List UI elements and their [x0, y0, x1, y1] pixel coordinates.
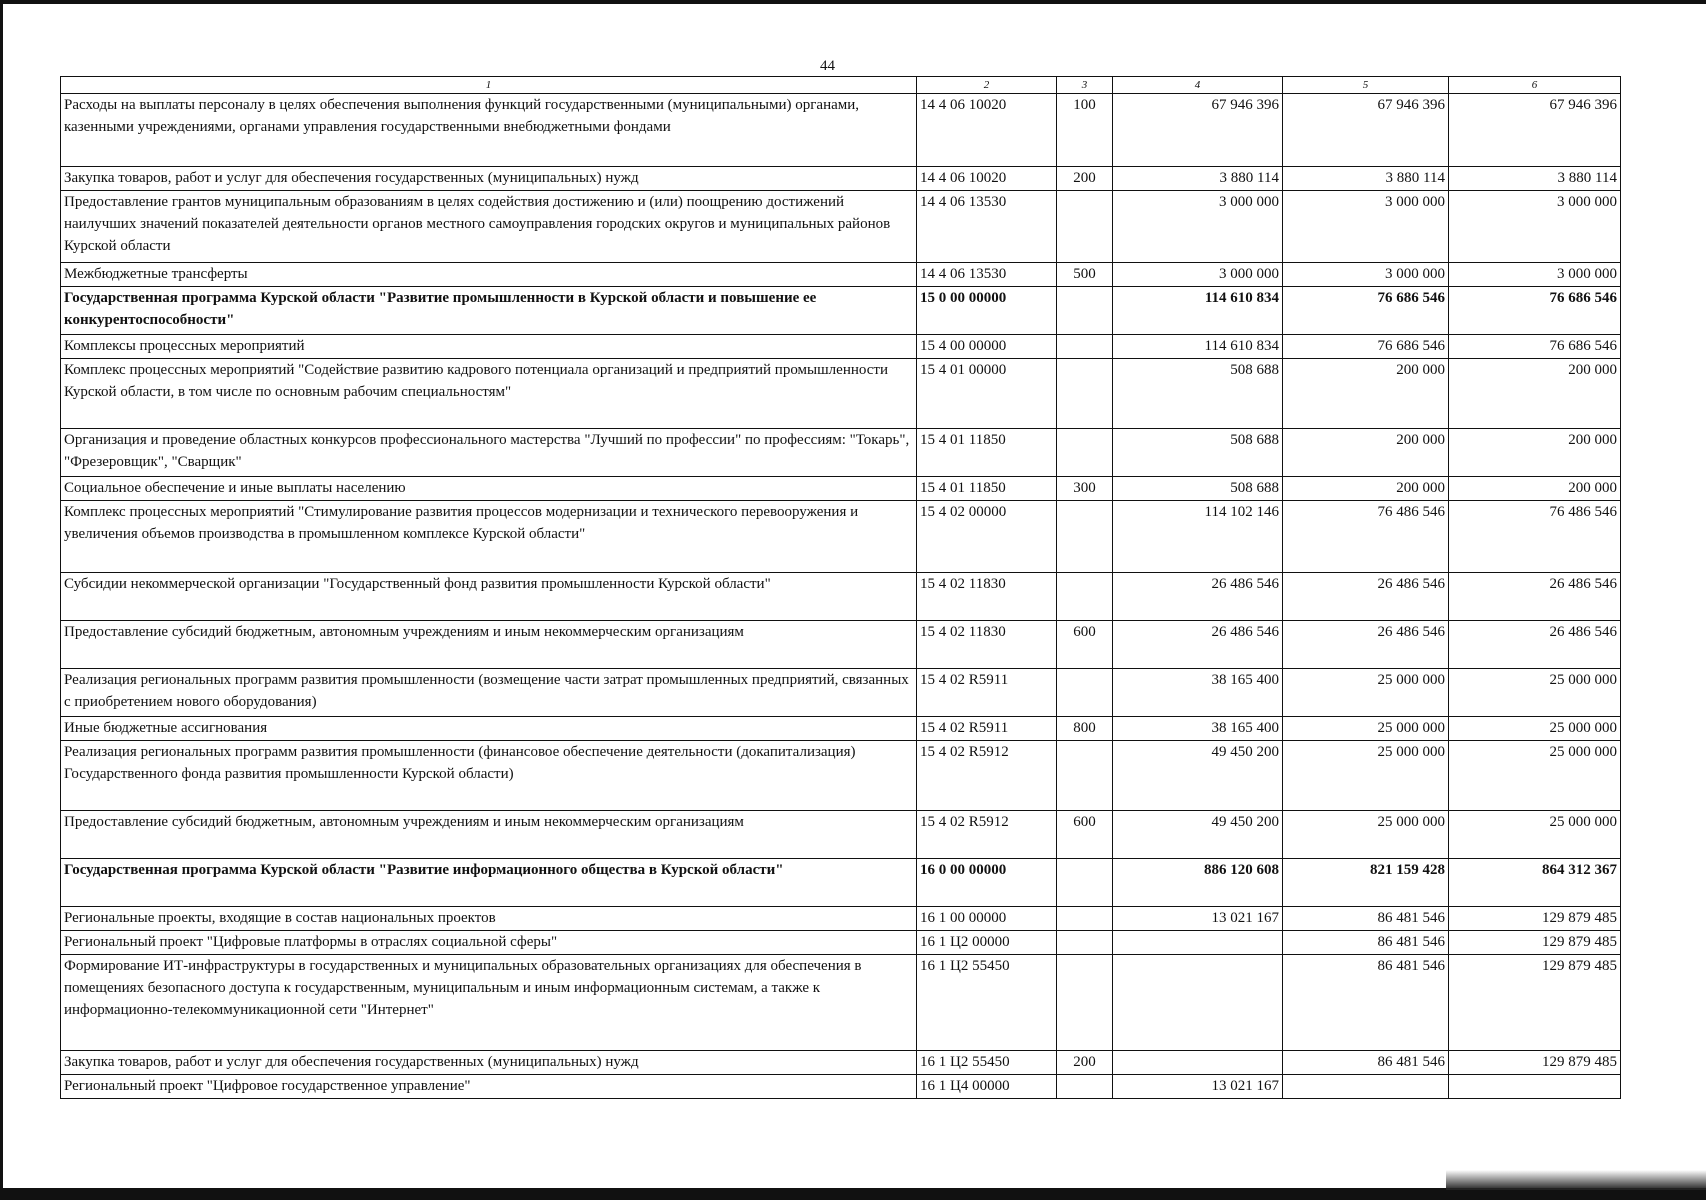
row-value-6: 25 000 000 [1449, 741, 1621, 811]
table-row [61, 811, 1621, 859]
header-col-1: 1 [61, 77, 917, 94]
table-row [61, 741, 1621, 811]
row-expense-type: 600 [1057, 811, 1113, 859]
row-value-5 [1283, 1075, 1449, 1099]
row-value-5: 86 481 546 [1283, 931, 1449, 955]
row-expense-type [1057, 859, 1113, 907]
row-code: 16 1 00 00000 [917, 907, 1057, 931]
row-value-5: 200 000 [1283, 477, 1449, 501]
row-code: 15 4 02 R5912 [917, 741, 1057, 811]
row-expense-type [1057, 907, 1113, 931]
row-description: Реализация региональных программ развития промышленности (возмещение части затрат промышленных предприятий, связанных с приобретением нового оборудования) [61, 669, 917, 717]
row-value-4 [1113, 955, 1283, 1051]
row-value-4: 49 450 200 [1113, 741, 1283, 811]
row-description: Закупка товаров, работ и услуг для обеспечения государственных (муниципальных) нужд [61, 1051, 917, 1075]
row-expense-type: 500 [1057, 263, 1113, 287]
row-value-6: 67 946 396 [1449, 94, 1621, 167]
row-value-6: 26 486 546 [1449, 621, 1621, 669]
row-value-6: 3 000 000 [1449, 263, 1621, 287]
row-expense-type: 200 [1057, 1051, 1113, 1075]
row-expense-type [1057, 335, 1113, 359]
header-col-6: 6 [1449, 77, 1621, 94]
row-value-4: 13 021 167 [1113, 1075, 1283, 1099]
row-value-5: 25 000 000 [1283, 717, 1449, 741]
row-value-5: 200 000 [1283, 429, 1449, 477]
row-value-5: 67 946 396 [1283, 94, 1449, 167]
row-description: Комплекс процессных мероприятий "Стимулирование развития процессов модернизации и технического перевооружения и увеличения объемов производства в промышленном комплексе Курской области" [61, 501, 917, 573]
row-value-6: 200 000 [1449, 477, 1621, 501]
row-description: Субсидии некоммерческой организации "Государственный фонд развития промышленности Курской области" [61, 573, 917, 621]
table-row [61, 669, 1621, 717]
row-value-5: 76 486 546 [1283, 501, 1449, 573]
row-description: Организация и проведение областных конкурсов профессионального мастерства "Лучший по профессии" по профессиям: "Токарь", "Фрезеровщик", "Сварщик" [61, 429, 917, 477]
row-value-4: 114 610 834 [1113, 287, 1283, 335]
scan-shadow [1446, 1170, 1706, 1190]
row-value-6: 25 000 000 [1449, 717, 1621, 741]
header-col-3: 3 [1057, 77, 1113, 94]
row-value-5: 821 159 428 [1283, 859, 1449, 907]
table-row [61, 621, 1621, 669]
row-value-6: 3 880 114 [1449, 167, 1621, 191]
row-code: 16 1 Ц2 55450 [917, 1051, 1057, 1075]
row-expense-type: 200 [1057, 167, 1113, 191]
table-row [61, 931, 1621, 955]
page-number: 44 [820, 58, 835, 74]
row-value-4 [1113, 1051, 1283, 1075]
row-code: 15 4 00 00000 [917, 335, 1057, 359]
scan-edge-left [0, 0, 3, 1200]
table-row [61, 859, 1621, 907]
table-row [61, 94, 1621, 167]
row-value-5: 200 000 [1283, 359, 1449, 429]
row-expense-type [1057, 669, 1113, 717]
row-value-4: 3 000 000 [1113, 263, 1283, 287]
row-description: Предоставление субсидий бюджетным, автономным учреждениям и иным некоммерческим организациям [61, 621, 917, 669]
row-value-4: 508 688 [1113, 429, 1283, 477]
row-code: 16 1 Ц2 55450 [917, 955, 1057, 1051]
row-value-4: 13 021 167 [1113, 907, 1283, 931]
row-expense-type [1057, 287, 1113, 335]
row-value-4: 114 610 834 [1113, 335, 1283, 359]
row-expense-type: 100 [1057, 94, 1113, 167]
row-description: Реализация региональных программ развития промышленности (финансовое обеспечение деятельности (докапитализация) Государственного фонда развития промышленности Курской области) [61, 741, 917, 811]
row-code: 15 4 02 R5911 [917, 717, 1057, 741]
row-value-6: 200 000 [1449, 429, 1621, 477]
row-code: 15 0 00 00000 [917, 287, 1057, 335]
table-row [61, 429, 1621, 477]
row-value-6: 129 879 485 [1449, 907, 1621, 931]
row-code: 15 4 01 11850 [917, 429, 1057, 477]
header-col-4: 4 [1113, 77, 1283, 94]
row-value-6: 76 686 546 [1449, 287, 1621, 335]
row-value-5: 25 000 000 [1283, 669, 1449, 717]
row-code: 15 4 01 11850 [917, 477, 1057, 501]
row-description: Формирование ИТ-инфраструктуры в государственных и муниципальных образовательных организациях для обеспечения в помещениях безопасного доступа к государственным, муниципальным и иным информационным системам, а также к информационно-телекоммуникационной сети "Интернет" [61, 955, 917, 1051]
row-value-5: 3 000 000 [1283, 191, 1449, 263]
row-description: Расходы на выплаты персоналу в целях обеспечения выполнения функций государственными (муниципальными) органами, казенными учреждениями, органами управления государственными внебюджетными фондами [61, 94, 917, 167]
header-col-5: 5 [1283, 77, 1449, 94]
row-expense-type [1057, 359, 1113, 429]
row-description: Иные бюджетные ассигнования [61, 717, 917, 741]
row-description: Региональные проекты, входящие в состав национальных проектов [61, 907, 917, 931]
scan-edge-top [0, 0, 1706, 4]
row-value-6: 129 879 485 [1449, 1051, 1621, 1075]
row-description: Государственная программа Курской области "Развитие информационного общества в Курской области" [61, 859, 917, 907]
row-code: 15 4 02 R5911 [917, 669, 1057, 717]
row-expense-type [1057, 955, 1113, 1051]
row-value-4: 26 486 546 [1113, 573, 1283, 621]
row-value-5: 86 481 546 [1283, 1051, 1449, 1075]
row-code: 15 4 02 11830 [917, 573, 1057, 621]
row-code: 16 1 Ц4 00000 [917, 1075, 1057, 1099]
row-description: Комплексы процессных мероприятий [61, 335, 917, 359]
table-row [61, 359, 1621, 429]
table-row [61, 907, 1621, 931]
row-value-5: 25 000 000 [1283, 741, 1449, 811]
row-description: Региональный проект "Цифровое государственное управление" [61, 1075, 917, 1099]
row-value-6: 25 000 000 [1449, 811, 1621, 859]
row-code: 14 4 06 10020 [917, 167, 1057, 191]
row-value-5: 76 686 546 [1283, 335, 1449, 359]
row-value-4: 886 120 608 [1113, 859, 1283, 907]
row-description: Межбюджетные трансферты [61, 263, 917, 287]
row-expense-type [1057, 1075, 1113, 1099]
row-value-4: 67 946 396 [1113, 94, 1283, 167]
table-row [61, 263, 1621, 287]
row-description: Социальное обеспечение и иные выплаты населению [61, 477, 917, 501]
row-value-6: 864 312 367 [1449, 859, 1621, 907]
row-value-6: 200 000 [1449, 359, 1621, 429]
row-value-4: 3 000 000 [1113, 191, 1283, 263]
row-code: 14 4 06 10020 [917, 94, 1057, 167]
table-row [61, 287, 1621, 335]
row-value-4: 3 880 114 [1113, 167, 1283, 191]
row-description: Комплекс процессных мероприятий "Содействие развитию кадрового потенциала организаций и предприятий промышленности Курской области, в том числе по основным рабочим специальностям" [61, 359, 917, 429]
row-value-5: 86 481 546 [1283, 907, 1449, 931]
header-col-2: 2 [917, 77, 1057, 94]
row-code: 14 4 06 13530 [917, 263, 1057, 287]
row-value-4 [1113, 931, 1283, 955]
row-code: 15 4 01 00000 [917, 359, 1057, 429]
budget-table [60, 76, 1621, 1099]
row-value-4: 38 165 400 [1113, 669, 1283, 717]
row-expense-type [1057, 741, 1113, 811]
row-value-5: 26 486 546 [1283, 573, 1449, 621]
row-expense-type: 300 [1057, 477, 1113, 501]
row-value-4: 508 688 [1113, 477, 1283, 501]
table-header-row [61, 77, 1621, 94]
row-value-4: 508 688 [1113, 359, 1283, 429]
row-description: Предоставление субсидий бюджетным, автономным учреждениям и иным некоммерческим организациям [61, 811, 917, 859]
row-value-6: 76 486 546 [1449, 501, 1621, 573]
row-code: 15 4 02 11830 [917, 621, 1057, 669]
row-value-5: 26 486 546 [1283, 621, 1449, 669]
row-value-6: 3 000 000 [1449, 191, 1621, 263]
row-value-6: 129 879 485 [1449, 955, 1621, 1051]
row-description: Региональный проект "Цифровые платформы в отраслях социальной сферы" [61, 931, 917, 955]
row-expense-type: 600 [1057, 621, 1113, 669]
table-row [61, 335, 1621, 359]
row-expense-type [1057, 191, 1113, 263]
row-description: Закупка товаров, работ и услуг для обеспечения государственных (муниципальных) нужд [61, 167, 917, 191]
row-value-5: 25 000 000 [1283, 811, 1449, 859]
row-code: 15 4 02 R5912 [917, 811, 1057, 859]
row-expense-type: 800 [1057, 717, 1113, 741]
row-description: Государственная программа Курской области "Развитие промышленности в Курской области и повышение ее конкурентоспособности" [61, 287, 917, 335]
row-expense-type [1057, 931, 1113, 955]
row-value-4: 26 486 546 [1113, 621, 1283, 669]
row-value-4: 49 450 200 [1113, 811, 1283, 859]
table-row [61, 167, 1621, 191]
row-code: 14 4 06 13530 [917, 191, 1057, 263]
row-code: 16 1 Ц2 00000 [917, 931, 1057, 955]
row-value-6: 25 000 000 [1449, 669, 1621, 717]
row-expense-type [1057, 573, 1113, 621]
table-row [61, 1075, 1621, 1099]
table-row [61, 717, 1621, 741]
row-value-4: 114 102 146 [1113, 501, 1283, 573]
row-value-5: 3 880 114 [1283, 167, 1449, 191]
table-row [61, 477, 1621, 501]
row-value-6: 129 879 485 [1449, 931, 1621, 955]
row-value-4: 38 165 400 [1113, 717, 1283, 741]
table-row [61, 573, 1621, 621]
row-code: 15 4 02 00000 [917, 501, 1057, 573]
row-expense-type [1057, 501, 1113, 573]
table-row [61, 1051, 1621, 1075]
row-value-6 [1449, 1075, 1621, 1099]
table-row [61, 191, 1621, 263]
row-value-6: 76 686 546 [1449, 335, 1621, 359]
row-value-5: 3 000 000 [1283, 263, 1449, 287]
table-row [61, 501, 1621, 573]
row-expense-type [1057, 429, 1113, 477]
row-value-5: 86 481 546 [1283, 955, 1449, 1051]
row-description: Предоставление грантов муниципальным образованиям в целях содействия достижению и (или) поощрению достижений наилучших значений показателей деятельности органов местного самоуправления городских округов и муниципальных районов Курской области [61, 191, 917, 263]
table-row [61, 955, 1621, 1051]
row-value-6: 26 486 546 [1449, 573, 1621, 621]
row-value-5: 76 686 546 [1283, 287, 1449, 335]
row-code: 16 0 00 00000 [917, 859, 1057, 907]
